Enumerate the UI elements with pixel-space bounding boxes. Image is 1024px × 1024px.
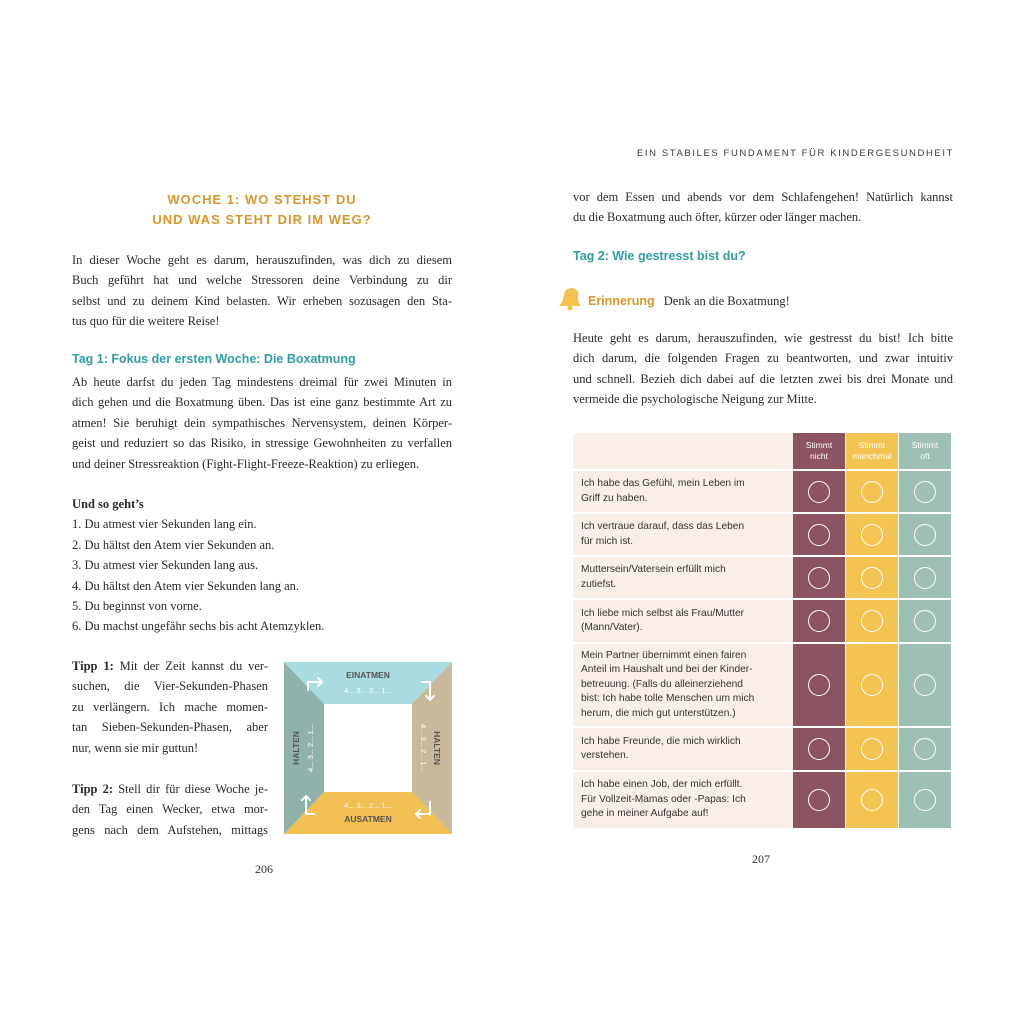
reminder (588, 290, 790, 309)
header-stimmt-oft: Stimmt oft (899, 433, 951, 469)
continued-paragraph (573, 187, 953, 228)
tip1-line: nur, wenn sie mir guttun! (72, 740, 199, 755)
question-text: Mein Partner übernimmt einen fairen Anteil im Haushalt und bei der Kinder- betreuung. (Falls du alleinerziehend bist: Ich habe tolle Menschen um mich herum, die mich gut unterstützen.) (573, 644, 793, 726)
answer-radio-oft[interactable] (914, 789, 936, 811)
answer-radio-nicht[interactable] (808, 738, 830, 760)
table-row (573, 469, 953, 512)
day1-line: und deiner Stressreaktion (Fight-Flight-Freeze-Reaktion) zu erliegen. (72, 456, 420, 471)
answer-radio-oft[interactable] (914, 674, 936, 696)
diagram-left-count: 4... 3... 2... 1... (306, 724, 315, 772)
tip2-line: Stell dir für diese Woche je- (113, 782, 268, 796)
diagram-bottom-count: 4... 3... 2... 1... (344, 801, 392, 810)
answer-radio-oft[interactable] (914, 567, 936, 589)
reminder-text: Denk an die Boxatmung! (663, 294, 790, 308)
question-text: Ich habe das Gefühl, mein Leben im Griff zu haben. (573, 471, 793, 512)
table-header (573, 433, 953, 469)
header-stimmt-nicht: Stimmt nicht (793, 433, 845, 469)
tip2-paragraph (72, 779, 268, 840)
table-row (573, 726, 953, 770)
step-item: 5. Du beginnst von vorne. (72, 598, 202, 613)
answer-radio-oft[interactable] (914, 738, 936, 760)
table-row (573, 598, 953, 642)
intro-line: tus quo für die weitere Reise! (72, 314, 220, 329)
tip2-line: den Tag einen Wecker, etwa mor- (72, 802, 268, 817)
day2-paragraph (573, 328, 953, 410)
step-item: 3. Du atmest vier Sekunden lang aus. (72, 558, 259, 573)
answer-radio-manchmal[interactable] (861, 567, 883, 589)
howto-heading: Und so geht’s (72, 497, 144, 511)
tip2-label: Tipp 2: (72, 782, 113, 796)
reminder-label: Erinnerung (588, 294, 655, 308)
day1-line: Ab heute darfst du jeden Tag mindestens dreimal für zwei Minuten in (72, 375, 452, 389)
tip1-line: suchen, die Vier-Sekunden-Phasen (72, 679, 268, 694)
answer-radio-nicht[interactable] (808, 567, 830, 589)
step-item: 6. Du machst ungefähr sechs bis acht Atemzyklen. (72, 619, 325, 634)
answer-radio-nicht[interactable] (808, 674, 830, 696)
header-stimmt-manchmal: Stimmt manchmal (846, 433, 898, 469)
diagram-right-count: 4... 3... 2... 1... (419, 724, 428, 772)
page-number-right: 207 (752, 852, 770, 866)
chapter-title (72, 190, 452, 230)
step-item: 4. Du hältst den Atem vier Sekunden lang an. (72, 578, 300, 593)
continued-line: du die Boxatmung auch öfter, kürzer oder länger machen. (573, 210, 862, 225)
diagram-left-label: HALTEN (291, 731, 301, 765)
day1-line: geist und reduziert so das Risiko, in stressige Gewohnheiten zu verfallen (72, 436, 452, 451)
question-text: Ich habe einen Job, der mich erfüllt. Für Vollzeit-Mamas oder -Papas: Ich gehe in meiner Aufgabe auf! (573, 772, 793, 828)
day1-paragraph (72, 372, 452, 474)
intro-line: In dieser Woche geht es darum, herauszufinden, was dich zu diesem (72, 253, 452, 267)
answer-radio-nicht[interactable] (808, 610, 830, 632)
table-row (573, 770, 953, 828)
answer-radio-manchmal[interactable] (861, 524, 883, 546)
chapter-title-line-1: WOCHE 1: WO STEHST DU (167, 192, 357, 207)
table-row (573, 512, 953, 555)
diagram-bottom-label: AUSATMEN (344, 814, 392, 824)
step-item: 1. Du atmest vier Sekunden lang ein. (72, 517, 257, 532)
diagram-right-label: HALTEN (432, 731, 442, 765)
answer-radio-manchmal[interactable] (861, 674, 883, 696)
running-head: EIN STABILES FUNDAMENT FÜR KINDERGESUNDHEIT (636, 148, 954, 159)
answer-radio-oft[interactable] (914, 524, 936, 546)
box-breathing-diagram (284, 662, 452, 834)
answer-radio-manchmal[interactable] (861, 738, 883, 760)
table-row (573, 642, 953, 726)
day1-heading: Tag 1: Fokus der ersten Woche: Die Boxatmung (72, 352, 356, 366)
question-text: Ich habe Freunde, die mich wirklich verstehen. (573, 728, 793, 770)
tip1-line: Mit der Zeit kannst du ver- (113, 659, 268, 673)
answer-radio-oft[interactable] (914, 610, 936, 632)
chapter-title-line-2: UND WAS STEHT DIR IM WEG? (152, 212, 372, 227)
table-row (573, 555, 953, 598)
bell-icon (553, 284, 585, 312)
answer-radio-nicht[interactable] (808, 789, 830, 811)
step-item: 2. Du hältst den Atem vier Sekunden an. (72, 537, 275, 552)
answer-radio-manchmal[interactable] (861, 610, 883, 632)
answer-radio-nicht[interactable] (808, 524, 830, 546)
day1-line: dich gehen und die Boxatmung üben. Das ist eine ganz bestimmte Art zu (72, 395, 452, 410)
diagram-top-count: 4... 3... 2... 1... (344, 686, 392, 695)
day2-line: vermeide die psychologische Neigung zur Mitte. (573, 392, 817, 407)
day2-line: dich darum, die folgenden Fragen zu beantworten, und zwar intuitiv (573, 351, 953, 366)
answer-radio-manchmal[interactable] (861, 789, 883, 811)
tip1-paragraph (72, 656, 268, 758)
answer-radio-oft[interactable] (914, 481, 936, 503)
howto-section (72, 494, 452, 637)
day1-line: atmen! Sie beruhigt dein sympathisches Nervensystem, deinen Körper- (72, 415, 452, 430)
day2-line: Heute geht es darum, herauszufinden, wie gestresst du bist! Ich bitte (573, 331, 953, 345)
intro-line: Buch geführt hat und welche Stressoren deine Verbindung zu dir (72, 273, 452, 288)
answer-radio-manchmal[interactable] (861, 481, 883, 503)
tip2-line: gens nach dem Aufstehen, mittags (72, 822, 268, 837)
question-text: Ich vertraue darauf, dass das Leben für mich ist. (573, 514, 793, 555)
question-text: Muttersein/Vatersein erfüllt mich zutiefst. (573, 557, 793, 598)
intro-paragraph (72, 250, 452, 332)
tip1-label: Tipp 1: (72, 659, 114, 673)
stress-questionnaire-table (573, 433, 953, 828)
day2-line: und schnell. Bezieh dich dabei auf die letzten zwei bis drei Monate und (573, 371, 953, 386)
page-number-left: 206 (255, 862, 273, 876)
continued-line: vor dem Essen und abends vor dem Schlafengehen! Natürlich kannst (573, 190, 953, 204)
day2-heading: Tag 2: Wie gestresst bist du? (573, 249, 746, 263)
intro-line: selbst und zu deinem Kind belasten. Wir erheben sozusagen den Sta- (72, 293, 452, 308)
answer-radio-nicht[interactable] (808, 481, 830, 503)
question-text: Ich liebe mich selbst als Frau/Mutter (Mann/Vater). (573, 600, 793, 642)
tip1-line: tan Sieben-Sekunden-Phasen, aber (72, 720, 268, 735)
tip1-line: zu verlängern. Ich mache momen- (72, 699, 268, 714)
diagram-top-label: EINATMEN (346, 670, 390, 680)
